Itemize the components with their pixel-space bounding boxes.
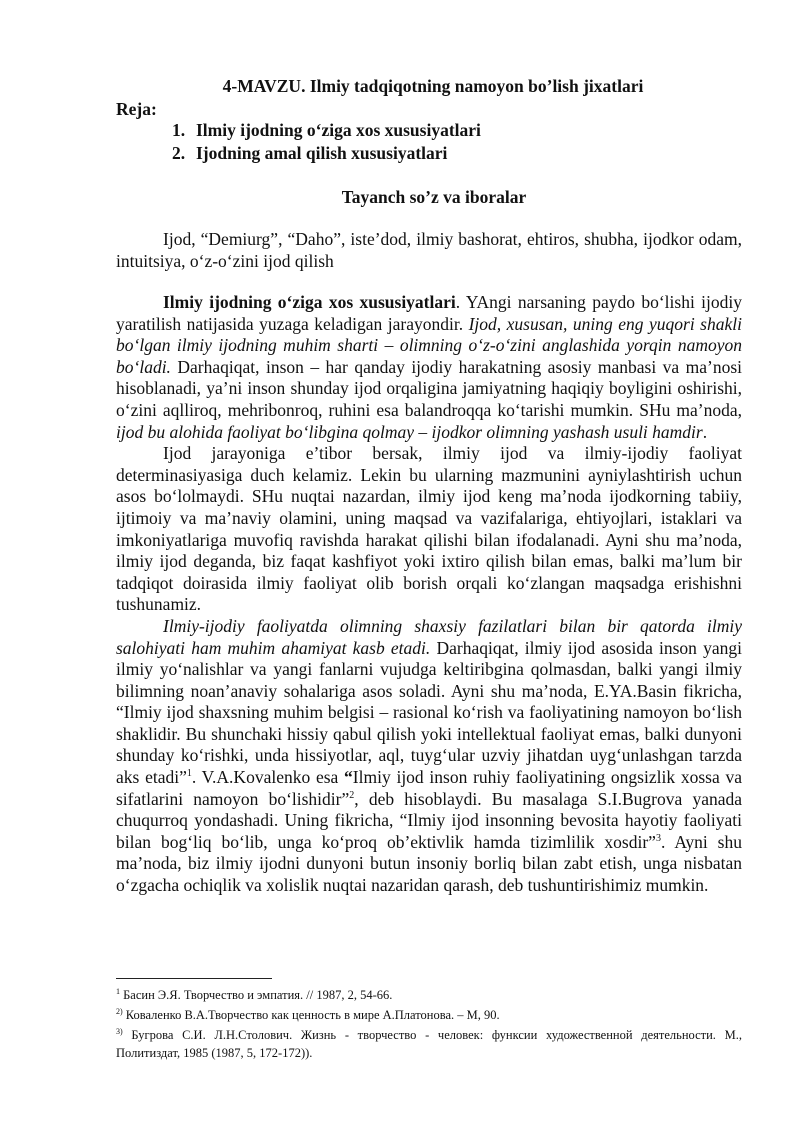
footnote: [116, 1006, 742, 1024]
footnote-ref: 2: [349, 789, 355, 801]
footnote: [116, 1026, 742, 1062]
footnote-mark: 3): [116, 1026, 123, 1036]
footnote-ref: 3: [655, 833, 661, 845]
keywords-block: [116, 229, 742, 272]
plan-list: [172, 119, 481, 165]
italic-run: Ijod, xususan, uning eng yuqori shakli bo‘lgan ilmiy ijodning muhim sharti – olimning o‘z-o‘zini anglashida yorqin namoyon bo‘ladi.: [116, 313, 742, 377]
main-text: [116, 292, 742, 897]
italic-run: ijod bu alohida faoliyat bo‘libgina qolmay – ijodkor olimning yashash usuli hamdir: [116, 421, 703, 442]
section-lead: Ilmiy ijodning o‘ziga xos xususiyatlari: [163, 292, 456, 312]
plan-item-number: 2.: [172, 143, 186, 163]
paragraph-2: Ijod jarayoniga e’tibor bersak, ilmiy ijod va ilmiy-ijodiy faoliyat determinasiyasiga duch kelamiz. Lekin bu ularning mazmunini ayniylashtirish uchun asos bo‘lolmaydi. SHu nuqtai nazardan, ilmiy ijod keng ma’noda ijodkorning tabiiy, ijtimoiy va ma’naviy olamini, uning maqsad va vazifalariga, ehtiyojlari, istaklari va imkoniyatlariga muvofiq ravishda harakat qilishi bilan ifodalanadi. Ayni shu ma’noda, ilmiy ijod deganda, biz faqat kashfiyot yoki ixtiro qilish bilan emas, balki ma’lum bir tadqiqot doirasida ilmiy faoliyat olib borish orqali ko‘zlangan maqsadga erishishni tushunamiz.: [116, 443, 742, 615]
text-run: . V.A.Kovalenko esa: [191, 767, 345, 788]
footnotes: [116, 986, 742, 1064]
plan-label: Reja:: [116, 99, 157, 119]
paragraph-1: [116, 292, 742, 443]
footnote: [116, 986, 742, 1004]
plan-item-number: 1.: [172, 120, 186, 140]
keywords-text: Ijod, “Demiurg”, “Daho”, iste’dod, ilmiy bashorat, ehtiros, shubha, ijodkor odam, intuitsiya, o‘z-o‘zini ijod qilish: [116, 229, 742, 271]
text-run: , deb hisoblaydi. Bu masalaga S.I.Bugrova yanada chuqurroq yondashadi. Uning fikricha, “Ilmiy ijod insonning bevosita hayotiy faoliyati bilan bog‘liq bo‘lib, unga ko‘proq ob’ektivlik hamda tizimlilik xosdir”: [116, 788, 743, 852]
footnote-text: Коваленко В.А.Творчество как ценность в мире А.Платонова. – М, 90.: [122, 1008, 500, 1022]
plan-item: [172, 142, 481, 165]
footnote-separator: [116, 978, 272, 979]
italic-run: Ilmiy-ijodiy faoliyatda olimning shaxsiy fazilatlari bilan bir qatorda ilmiy salohiyati ham muhim ahamiyat kasb etadi.: [116, 615, 742, 658]
text-run: . Ayni shu ma’noda, biz ilmiy ijodni dunyoni butun insoniy borliq bilan zabt etish, unga nisbatan o‘zgacha ochiqlik va xolislik nuqtai nazaridan qarash, deb tushuntirishimiz mumkin.: [116, 831, 742, 896]
footnote-text: Бугрова С.И. Л.Н.Столович. Жизнь - творчество - человек: функсии художественной деятельности. М., Политиздат, 1985 (1987, 5, 172-172)).: [116, 1028, 742, 1060]
text-run: Ilmiy ijod inson ruhiy faoliyatining ongsizlik xossa va sifatlarini namoyon bo‘lishidir”: [116, 767, 742, 809]
plan-item: [172, 119, 481, 142]
text-run: . YAngi narsaning paydo bo‘lishi ijodiy yaratilish natijasida yuzaga keladigan jarayondir.: [116, 292, 742, 334]
plan-item-text: Ilmiy ijodning o‘ziga xos xususiyatlari: [196, 120, 481, 140]
paragraph-3: [116, 616, 742, 897]
text-run: .: [702, 421, 708, 442]
footnote-mark: 2): [116, 1006, 123, 1016]
keywords-heading: Tayanch so’z va iboralar: [341, 187, 527, 207]
footnote-mark: 1: [116, 986, 120, 996]
plan-item-text: Ijodning amal qilish xususiyatlari: [196, 143, 448, 163]
text-run: Darhaqiqat, inson – har qanday ijodiy harakatning asosiy manbasi va ma’nosi hisoblanadi, ya’ni inson shunday ijod orqaligina jamiyatning haqiqiy boyligini oshirishi, o‘zini aqlliroq, mehribonroq, ruhini esa balandroqqa ko‘tarishi mumkin. SHu ma’noda,: [116, 356, 742, 420]
bold-quote-mark: “: [344, 767, 353, 788]
document-title: 4-MAVZU. Ilmiy tadqiqotning namoyon bo’lish jixatlari: [222, 76, 644, 96]
footnote-text: Басин Э.Я. Творчество и эмпатия. // 1987, 2, 54-66.: [120, 988, 393, 1002]
text-run: Darhaqiqat, ilmiy ijod asosida inson yangi ilmiy yo‘nalishlar va yangi fanlarni vujudga keltiribgina qolmasdan, balki yangi ilmiy bilimning noan’anaviy sohalariga asos soladi. Ayni shu ma’noda, E.YA.Basin fikricha, “Ilmiy ijod shaxsning muhim belgisi – rasional ko‘rish va faoliyatining namoyon bo‘lish shaklidir. Bu shunchaki hissiy qabul qilish yoki intellektual faoliyat emas, balki dunyoni shunday ko‘rishki, unda hissiyotlar, aql, tuyg‘ular uzviy jihatdan uyg‘unlashgan tarzda aks etadi”: [116, 637, 742, 788]
footnote-ref: 1: [186, 768, 192, 780]
